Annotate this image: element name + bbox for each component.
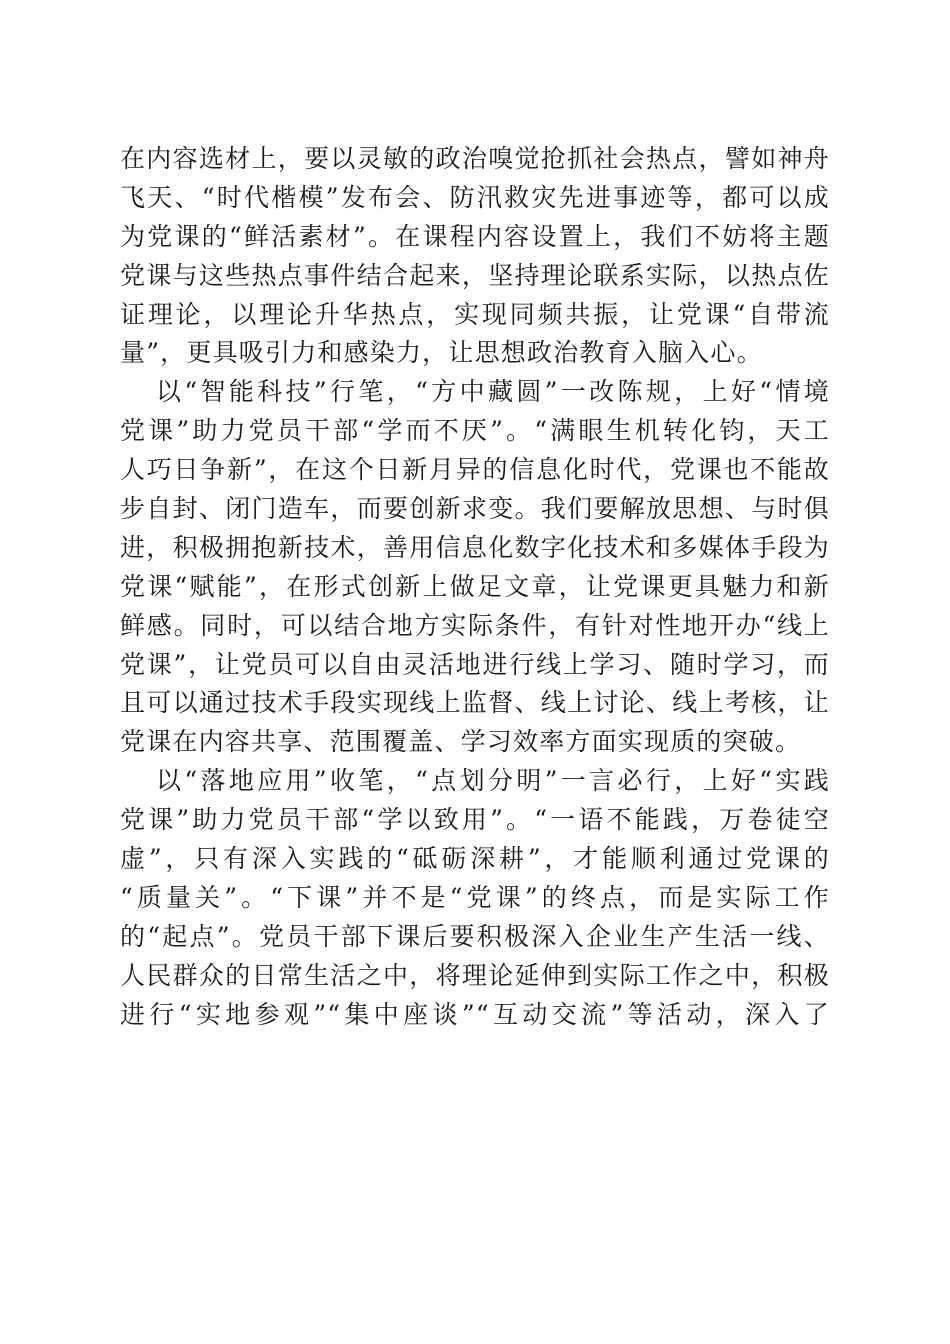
text-line-15: 且可以通过技术手段实现线上监督、线上讨论、线上考核，让: [120, 688, 830, 718]
text-line-20: “质量关”。“下课”并不是“党课”的终点，而是实际工作: [120, 882, 830, 912]
text-line-11: 进，积极拥抱新技术，善用信息化数字化技术和多媒体手段为: [120, 532, 830, 562]
text-line-7: 以“智能科技”行笔，“方中藏圆”一改陈规，上好“情境: [156, 377, 830, 407]
text-line-8: 党课”助力党员干部“学而不厌”。“满眼生机转化钧，天工: [120, 416, 830, 446]
text-line-3: 为党课的“鲜活素材”。在课程内容设置上，我们不妨将主题: [120, 221, 830, 251]
text-line-14: 党课”，让党员可以自由灵活地进行线上学习、随时学习，而: [120, 649, 830, 679]
text-line-6: 量”，更具吸引力和感染力，让思想政治教育入脑入心。: [120, 338, 763, 368]
text-line-17: 以“落地应用”收笔，“点划分明”一言必行，上好“实践: [156, 766, 830, 796]
text-line-5: 证理论，以理论升华热点，实现同频共振，让党课“自带流: [120, 299, 830, 329]
text-line-10: 步自封、闭门造车，而要创新求变。我们要解放思想、与时俱: [120, 494, 830, 524]
text-line-19: 虚”，只有深入实践的“砥砺深耕”，才能顺利通过党课的: [120, 844, 830, 874]
text-line-9: 人巧日争新”，在这个日新月异的信息化时代，党课也不能故: [120, 455, 830, 485]
text-line-22: 人民群众的日常生活之中，将理论延伸到实际工作之中，积极: [120, 960, 830, 990]
text-line-21: 的“起点”。党员干部下课后要积极深入企业生产生活一线、: [120, 921, 830, 951]
body-text: [120, 140, 830, 1034]
text-line-18: 党课”助力党员干部“学以致用”。“一语不能践，万卷徒空: [120, 805, 830, 835]
text-line-23: 进行“实地参观”“集中座谈”“互动交流”等活动，深入了: [120, 999, 830, 1029]
text-line-16: 党课在内容共享、范围覆盖、学习效率方面实现质的突破。: [120, 727, 802, 757]
text-line-4: 党课与这些热点事件结合起来，坚持理论联系实际，以热点佐: [120, 260, 830, 290]
text-line-12: 党课“赋能”，在形式创新上做足文章，让党课更具魅力和新: [120, 571, 830, 601]
text-line-2: 飞天、“时代楷模”发布会、防汛救灾先进事迹等，都可以成: [120, 182, 830, 212]
text-line-13: 鲜感。同时，可以结合地方实际条件，有针对性地开办“线上: [120, 610, 830, 640]
text-line-1: 在内容选材上，要以灵敏的政治嗅觉抢抓社会热点，譬如神舟: [120, 144, 830, 173]
